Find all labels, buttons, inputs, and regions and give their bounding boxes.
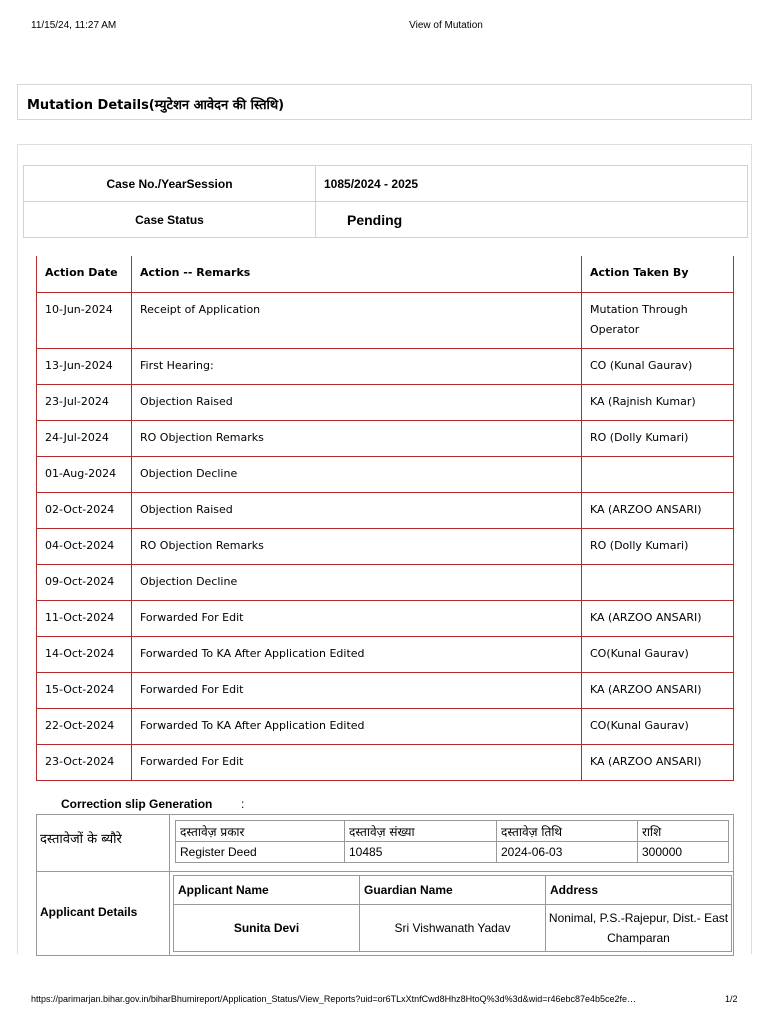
action-date: 10-Jun-2024 bbox=[37, 292, 132, 348]
action-date: 09-Oct-2024 bbox=[37, 564, 132, 600]
action-header-row bbox=[37, 256, 734, 292]
action-date: 14-Oct-2024 bbox=[37, 636, 132, 672]
details-table bbox=[36, 814, 734, 956]
table-row bbox=[37, 528, 734, 564]
action-date: 22-Oct-2024 bbox=[37, 708, 132, 744]
doc-number-header: दस्तावेज़ संख्या bbox=[345, 821, 497, 842]
applicant-header-row bbox=[174, 876, 732, 905]
applicant-name-value: Sunita Devi bbox=[174, 905, 360, 952]
action-taken-by: CO(Kunal Gaurav) bbox=[582, 708, 734, 744]
table-row bbox=[37, 456, 734, 492]
guardian-name-value: Sri Vishwanath Yadav bbox=[360, 905, 546, 952]
action-taken-by: KA (ARZOO ANSARI) bbox=[582, 600, 734, 636]
action-taken-by: RO (Dolly Kumari) bbox=[582, 420, 734, 456]
case-status-value: Pending bbox=[316, 202, 748, 238]
table-row bbox=[37, 492, 734, 528]
action-remark: Forwarded For Edit bbox=[132, 744, 582, 780]
doc-type-header: दस्तावेज़ प्रकार bbox=[176, 821, 345, 842]
action-taken-by: KA (ARZOO ANSARI) bbox=[582, 672, 734, 708]
doc-date-header: दस्तावेज़ तिथि bbox=[497, 821, 638, 842]
documents-value-row bbox=[176, 842, 729, 863]
action-taken-by: RO (Dolly Kumari) bbox=[582, 528, 734, 564]
address-value: Nonimal, P.S.-Rajepur, Dist.- East Champaran bbox=[546, 905, 732, 952]
action-remark: Objection Raised bbox=[132, 384, 582, 420]
action-date: 24-Jul-2024 bbox=[37, 420, 132, 456]
guardian-name-header: Guardian Name bbox=[360, 876, 546, 905]
documents-table bbox=[175, 820, 729, 863]
correction-slip-label: Correction slip Generation bbox=[61, 797, 213, 811]
action-date: 13-Jun-2024 bbox=[37, 348, 132, 384]
applicant-row bbox=[37, 872, 733, 955]
action-date: 15-Oct-2024 bbox=[37, 672, 132, 708]
table-row bbox=[37, 744, 734, 780]
table-row bbox=[37, 384, 734, 420]
action-date: 23-Oct-2024 bbox=[37, 744, 132, 780]
action-remark: Objection Decline bbox=[132, 564, 582, 600]
action-taken-by bbox=[582, 456, 734, 492]
table-row bbox=[37, 348, 734, 384]
action-remark: Forwarded For Edit bbox=[132, 672, 582, 708]
case-status-label: Case Status bbox=[24, 202, 316, 238]
action-remarks-header: Action -- Remarks bbox=[132, 256, 582, 292]
footer-page-number: 1/2 bbox=[725, 994, 738, 1004]
documents-header-row bbox=[176, 821, 729, 842]
action-date: 01-Aug-2024 bbox=[37, 456, 132, 492]
action-taken-by-header: Action Taken By bbox=[582, 256, 734, 292]
action-remark: Objection Decline bbox=[132, 456, 582, 492]
action-date: 04-Oct-2024 bbox=[37, 528, 132, 564]
applicant-row-label: Applicant Details bbox=[37, 872, 170, 955]
action-remark: Forwarded To KA After Application Edited bbox=[132, 636, 582, 672]
action-date: 23-Jul-2024 bbox=[37, 384, 132, 420]
page-title: Mutation Details(म्युटेशन आवेदन की स्तिथि) bbox=[27, 98, 285, 113]
action-date: 02-Oct-2024 bbox=[37, 492, 132, 528]
action-remark: Receipt of Application bbox=[132, 292, 582, 348]
action-remark: RO Objection Remarks bbox=[132, 420, 582, 456]
action-taken-by: CO (Kunal Gaurav) bbox=[582, 348, 734, 384]
documents-row-label: दस्तावेजों के ब्यौरे bbox=[37, 815, 170, 872]
applicant-table bbox=[173, 875, 732, 952]
applicant-value-row bbox=[174, 905, 732, 952]
print-datetime: 11/15/24, 11:27 AM bbox=[31, 20, 117, 31]
case-status-row bbox=[24, 202, 748, 238]
table-row bbox=[37, 600, 734, 636]
action-date: 11-Oct-2024 bbox=[37, 600, 132, 636]
table-row bbox=[37, 672, 734, 708]
doc-date-value: 2024-06-03 bbox=[497, 842, 638, 863]
table-row bbox=[37, 564, 734, 600]
case-no-label: Case No./YearSession bbox=[24, 166, 316, 202]
action-taken-by: CO(Kunal Gaurav) bbox=[582, 636, 734, 672]
action-remark: Objection Raised bbox=[132, 492, 582, 528]
case-no-value: 1085/2024 - 2025 bbox=[316, 166, 748, 202]
print-page-title: View of Mutation bbox=[409, 20, 483, 31]
action-taken-by: KA (Rajnish Kumar) bbox=[582, 384, 734, 420]
action-remark: Forwarded To KA After Application Edited bbox=[132, 708, 582, 744]
action-date-header: Action Date bbox=[37, 256, 132, 292]
action-taken-by: KA (ARZOO ANSARI) bbox=[582, 492, 734, 528]
case-no-row bbox=[24, 166, 748, 202]
doc-number-value: 10485 bbox=[345, 842, 497, 863]
action-remark: Forwarded For Edit bbox=[132, 600, 582, 636]
applicant-name-header: Applicant Name bbox=[174, 876, 360, 905]
table-row bbox=[37, 292, 734, 348]
action-taken-by: Mutation Through Operator bbox=[582, 292, 734, 348]
footer-url: https://parimarjan.bihar.gov.in/biharBhumireport/Application_Status/View_Reports?uid=or6TLxXtnfCwd8Hhz8HtoQ%3d%3d&wid=r46ebc87e4b5ce2fe… bbox=[31, 994, 637, 1004]
doc-amount-value: 300000 bbox=[638, 842, 729, 863]
action-remark: RO Objection Remarks bbox=[132, 528, 582, 564]
table-row bbox=[37, 708, 734, 744]
title-box bbox=[17, 84, 752, 120]
table-row bbox=[37, 636, 734, 672]
address-header: Address bbox=[546, 876, 732, 905]
doc-type-value: Register Deed bbox=[176, 842, 345, 863]
action-remark: First Hearing: bbox=[132, 348, 582, 384]
action-taken-by: KA (ARZOO ANSARI) bbox=[582, 744, 734, 780]
doc-amount-header: राशि bbox=[638, 821, 729, 842]
case-info-table bbox=[23, 165, 748, 238]
correction-slip-colon: : bbox=[241, 797, 245, 811]
documents-row bbox=[37, 815, 733, 872]
action-taken-by bbox=[582, 564, 734, 600]
action-history-table bbox=[36, 256, 734, 781]
table-row bbox=[37, 420, 734, 456]
